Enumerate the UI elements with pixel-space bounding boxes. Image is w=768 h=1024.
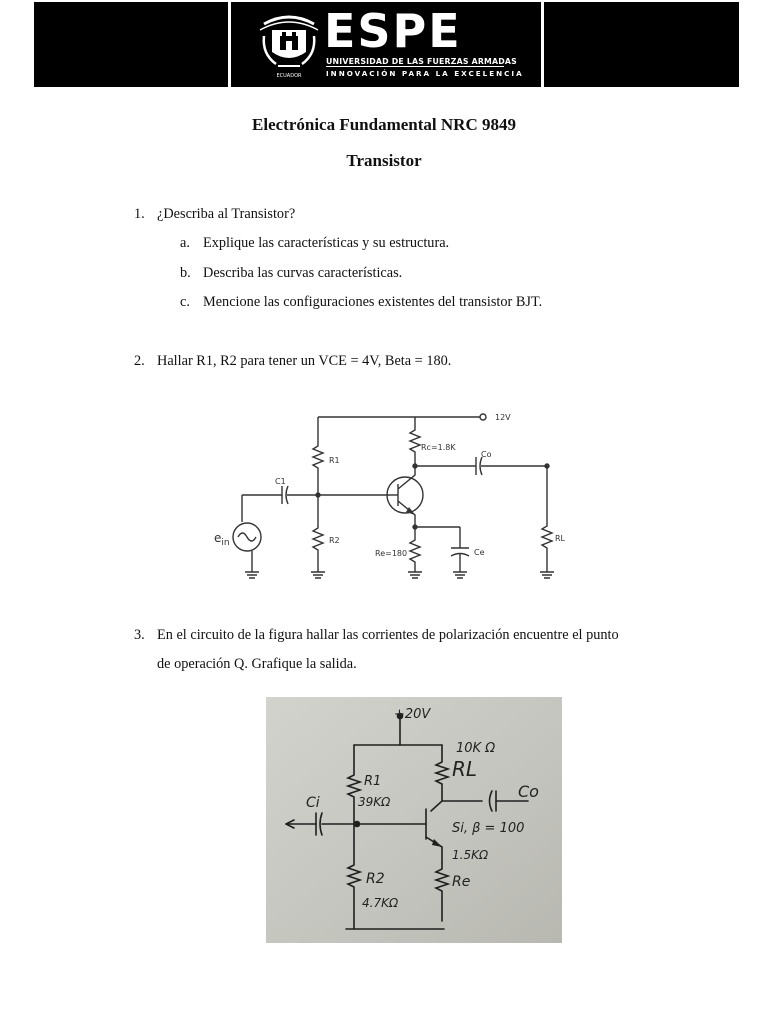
header-divider-right [541,2,544,87]
seal-text: ECUADOR [276,73,302,79]
sketch-label-supply: +20V [394,707,431,722]
university-seal-icon [258,8,320,80]
q1-text: ¿Describa al Transistor? [157,206,296,222]
label-r1: R1 [329,456,340,465]
q3-number: 3. [134,627,145,643]
q1-item-a-text: Explique las características y su estructura. [203,235,450,251]
sketch-label-re: Re [452,874,471,890]
label-c1: C1 [275,477,286,486]
label-rl: RL [555,534,566,543]
q3-line-2: de operación Q. Grafique la salida. [157,656,357,672]
sketch-label-re-value: 1.5KΩ [452,848,489,862]
q1-number: 1. [134,206,145,222]
brand-rule [326,66,504,67]
q1-item-c-letter: c. [180,294,190,310]
label-rc: Rc=1.8K [421,443,456,452]
brand-university-line: UNIVERSIDAD DE LAS FUERZAS ARMADAS [326,57,517,66]
q1-item-c-text: Mencione las configuraciones existentes del transistor BJT. [203,294,543,310]
q1-item-a-letter: a. [180,235,190,251]
label-r2: R2 [329,536,340,545]
sketch-label-ci: Ci [306,795,320,811]
q2-number: 2. [134,353,145,369]
q2-circuit-diagram [200,400,580,590]
q2-text: Hallar R1, R2 para tener un VCE = 4V, Beta = 180. [157,353,452,369]
header-divider-left [228,2,231,87]
label-re: Re=180 [375,549,408,558]
document-title: Electrónica Fundamental NRC 9849 [252,115,516,134]
sketch-label-r1-value: 39KΩ [358,795,391,809]
sketch-label-r2-value: 4.7KΩ [362,896,399,910]
brand-motto-line: INNOVACIÓN PARA LA EXCELENCIA [326,69,524,78]
brand-name: ESPE [324,4,462,58]
espe-logo [258,4,524,80]
sketch-label-co: Co [518,782,539,801]
label-supply-12v: 12V [495,413,511,422]
q1-item-b-text: Describa las curvas características. [203,265,403,281]
q3-handwritten-circuit-photo [266,697,562,943]
sketch-label-r2: R2 [366,871,385,887]
label-ce: Ce [474,548,485,557]
q3-line-1: En el circuito de la figura hallar las corrientes de polarización encuentre el punto [157,627,619,643]
document-subtitle: Transistor [346,151,422,170]
sketch-label-rl: RL [452,757,478,781]
sketch-label-transistor: Si, β = 100 [452,821,525,836]
sketch-label-r1: R1 [364,774,382,789]
sketch-label-rl-value: 10K Ω [456,741,496,756]
q1-item-b-letter: b. [180,265,191,281]
label-co: Co [481,450,492,459]
label-ein: $e_{in}$ [214,531,230,548]
